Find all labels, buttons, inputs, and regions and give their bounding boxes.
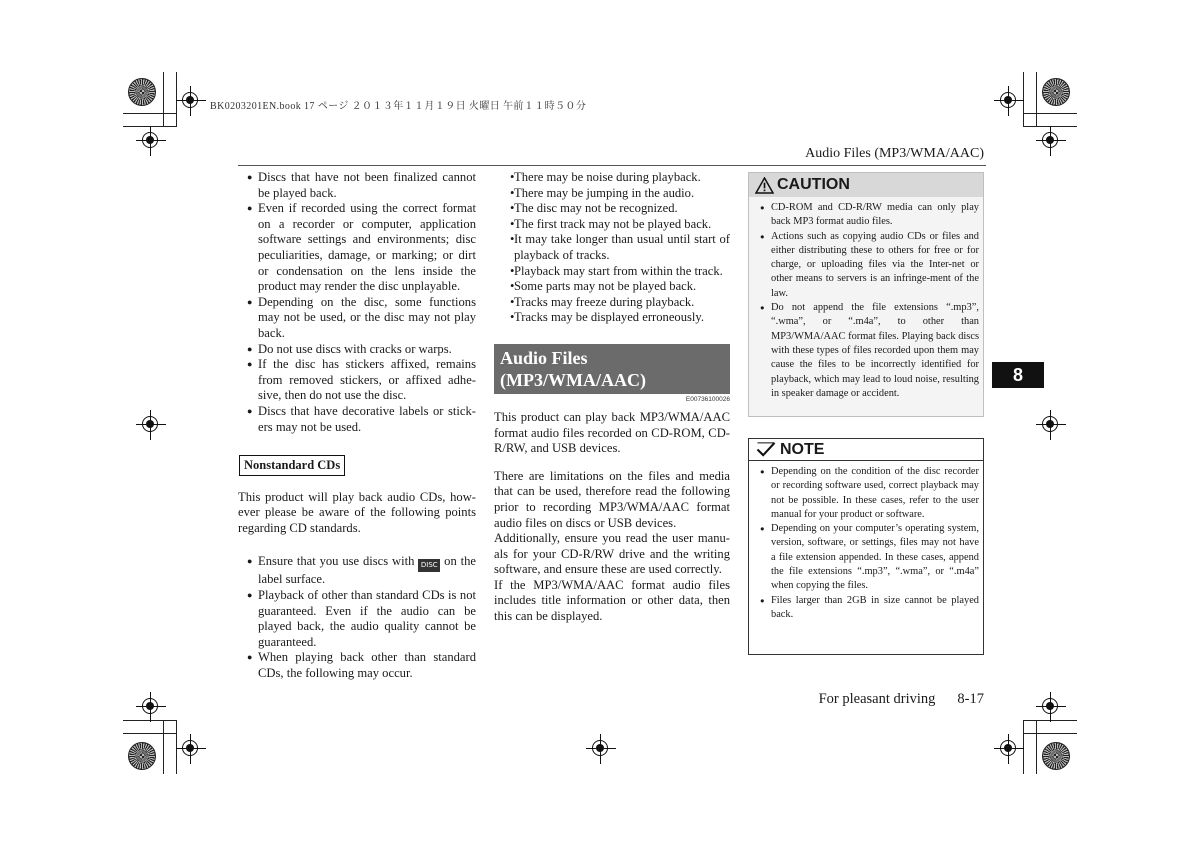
list-item: • There may be noise during playback.	[490, 170, 730, 186]
note-box	[748, 438, 984, 655]
note-header	[749, 439, 983, 461]
caution-title: CAUTION	[777, 176, 850, 193]
disc-warning-list	[238, 170, 476, 435]
section-title: Audio Files (MP3/WMA/AAC)	[494, 344, 730, 394]
caution-header	[749, 173, 983, 197]
list-item: • There may be jumping in the audio.	[490, 186, 730, 202]
print-job-line: BK0203201EN.book 17 ページ ２０１３年１１月１９日 火曜日 午前１１時５０分	[210, 101, 587, 112]
warning-triangle-icon	[755, 177, 774, 194]
list-item: • Tracks may freeze during playback.	[490, 295, 730, 311]
note-check-icon	[755, 441, 777, 458]
list-item: ● Discs that have decorative labels or stick-ers may not be used.	[238, 404, 476, 435]
list-item: • Tracks may be displayed erroneously.	[490, 310, 730, 326]
caution-list	[749, 197, 983, 401]
caution-box	[748, 172, 984, 417]
column-2	[494, 170, 730, 625]
paragraph: If the MP3/WMA/AAC format audio files includes title information or other data, then this can be displayed.	[494, 577, 730, 624]
star-target-icon	[128, 742, 156, 770]
disc-logo-icon: DISC	[418, 559, 440, 572]
list-item: ● Do not use discs with cracks or warps.	[238, 342, 476, 358]
running-head: Audio Files (MP3/WMA/AAC)	[805, 146, 984, 161]
note-title: NOTE	[780, 440, 825, 458]
registration-mark-icon	[182, 92, 198, 108]
list-item: • The first track may not be played back.	[490, 217, 730, 233]
list-item: • It may take longer than usual until start of playback of tracks.	[490, 232, 730, 263]
registration-mark-icon	[1000, 92, 1016, 108]
registration-mark-icon	[1000, 740, 1016, 756]
list-item: ● Ensure that you use discs with DISC on the label surface.	[238, 554, 476, 588]
symptom-list	[490, 170, 730, 326]
list-item: • The disc may not be recognized.	[490, 201, 730, 217]
subsection-label: Nonstandard CDs	[239, 455, 345, 476]
list-item: • Some parts may not be played back.	[490, 279, 730, 295]
paragraph: This product can play back MP3/WMA/AAC format audio files recorded on CD-ROM, CD-R/RW, and USB devices.	[494, 409, 730, 456]
list-item: ● Files larger than 2GB in size cannot be played back.	[751, 594, 979, 623]
registration-mark-icon	[1042, 698, 1058, 714]
list-item: ● Discs that have not been finalized cannot be played back.	[238, 170, 476, 201]
nonstandard-list	[238, 554, 476, 681]
registration-mark-icon	[1042, 132, 1058, 148]
star-target-icon	[128, 78, 156, 106]
paragraph: Additionally, ensure you read the user manu-als for your CD-R/RW drive and the writing software, and ensure these are used correctly.	[494, 531, 730, 577]
registration-mark-icon	[142, 698, 158, 714]
list-item: ● Do not append the file extensions “.mp3”, “.wma”, or “.m4a”, to other than MP3/WMA/AAC format files. Playing back discs with these types of files recorded upon them may cause the files to be incorrectly identified for playback, which may lead to loud noise, resulting in speaker damage or accident.	[751, 301, 979, 401]
list-item: ● Even if recorded using the correct format on a recorder or computer, application software settings and environments; disc peculiarities, damage, or marking; or dirt or condensation on the lens inside the product may render the disc unplayable.	[238, 201, 476, 295]
list-item: ● Depending on the disc, some functions may not be used, or the disc may not play back.	[238, 295, 476, 342]
page-footer	[819, 691, 984, 708]
nonstandard-intro: This product will play back audio CDs, how-ever please be aware of the following points regarding CD standards.	[238, 489, 476, 535]
list-item: • Playback may start from within the track.	[490, 264, 730, 280]
star-target-icon	[1042, 78, 1070, 106]
list-item: ● Actions such as copying audio CDs or files and either distributing these to others for free or for charge, or uploading files via the Inter-net or other means to servers is an infringe-ment of the law.	[751, 230, 979, 301]
star-target-icon	[1042, 742, 1070, 770]
list-item: ● If the disc has stickers affixed, remains from removed stickers, or affixed adhe-sive, then do not use the disc.	[238, 357, 476, 404]
registration-mark-icon	[592, 740, 608, 756]
list-item: ● CD-ROM and CD-R/RW media can only play back MP3 format audio files.	[751, 201, 979, 230]
list-item: ● Depending on the condition of the disc recorder or recording software used, correct playback may not be possible. In these cases, refer to the user manual for your product or software.	[751, 465, 979, 522]
list-item: ● Playback of other than standard CDs is not guaranteed. Even if the audio can be played back, the audio quality cannot be guaranteed.	[238, 588, 476, 650]
registration-mark-icon	[142, 416, 158, 432]
page-number: 8-17	[957, 691, 984, 707]
column-1	[238, 170, 476, 682]
registration-mark-icon	[182, 740, 198, 756]
footer-section: For pleasant driving	[818, 691, 936, 707]
registration-mark-icon	[142, 132, 158, 148]
note-list	[749, 461, 983, 622]
chapter-tab: 8	[992, 362, 1044, 388]
section-code: E00736100026	[685, 395, 730, 403]
list-item: ● When playing back other than standard CDs, the following may occur.	[238, 650, 476, 681]
header-rule	[238, 165, 986, 166]
list-item: ● Depending on your computer’s operating system, version, software, or settings, files may not have a file extension appended. In these cases, append the file extensions “.mp3”, “.wma”, or “.m4a” when copying the files.	[751, 522, 979, 593]
paragraph: There are limitations on the files and media that can be used, therefore read the following prior to recording MP3/WMA/AAC format audio files on discs or USB devices.	[494, 468, 730, 530]
registration-mark-icon	[1042, 416, 1058, 432]
